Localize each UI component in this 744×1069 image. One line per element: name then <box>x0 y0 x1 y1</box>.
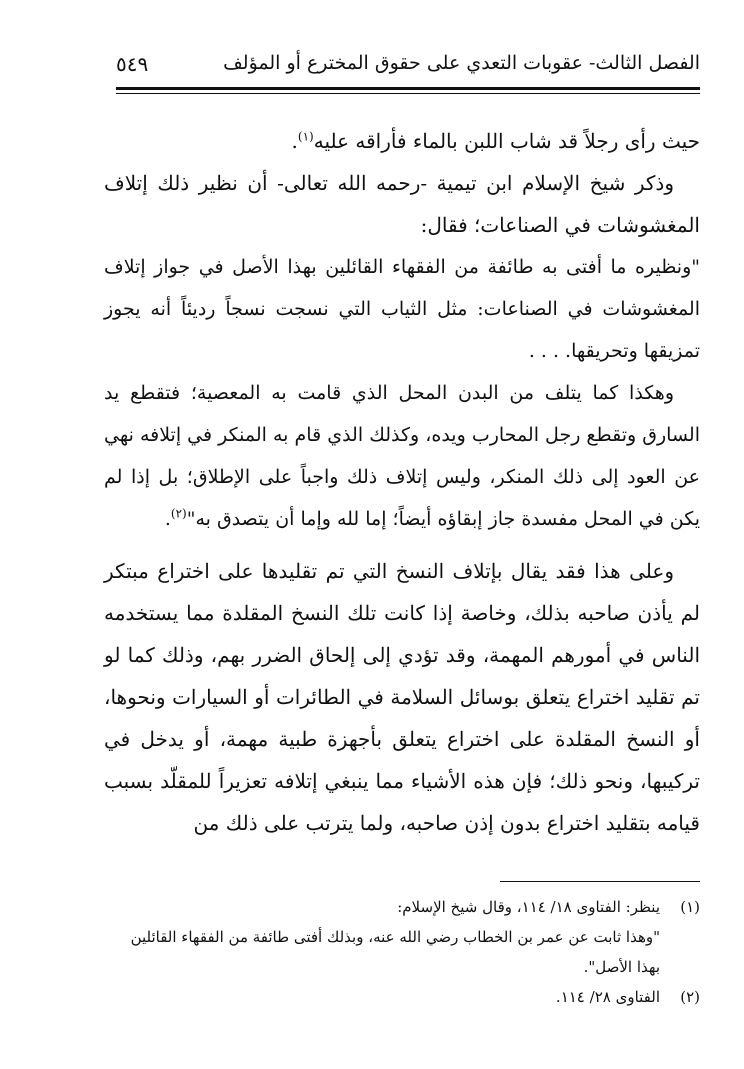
quote-paragraph: "ونظيره ما أفتى به طائفة من الفقهاء القائلين بهذا الأصل في جواز إتلاف المغشوشات في الصناعات: مثل الثياب التي نسجت نسجاً رديئاً أنه يجوز تمزيقها وتحريقها. . . . <box>104 256 700 362</box>
paragraph-4-end: . <box>164 508 171 530</box>
running-header <box>116 50 700 84</box>
paragraph-4-text: وهكذا كما يتلف من البدن المحل الذي قامت به المعصية؛ فتقطع يد السارق وتقطع رجل المحارب ويده، وكذلك الذي قام به المنكر في إتلافه نهي عن العود إلى ذلك المنكر، وليس إتلاف ذلك واجباً على الإطلاق؛ بل إذا لم يكن في المحل مفسدة جاز إبقاؤه أيضاً؛ إما لله وإما أن يتصدق به" <box>104 382 700 530</box>
footnote-1-quote: "وهذا ثابت عن عمر بن الخطاب رضي الله عنه، وبذلك أفتى طائفة من الفقهاء القائلين بهذا الأصل". <box>130 928 660 976</box>
paragraph-2: وذكر شيخ الإسلام ابن تيمية -رحمه الله تعالى- أن نظير ذلك إتلاف المغشوشات في الصناعات؛ فقال: <box>104 171 700 237</box>
footnote-1 <box>104 892 700 982</box>
footnote-rule <box>500 881 700 882</box>
header-rule <box>116 87 700 90</box>
footnote-ref-2[interactable]: (٢) <box>170 506 187 521</box>
footnote-1-number: (١) <box>680 898 700 916</box>
paragraph-5: وعلى هذا فقد يقال بإتلاف النسخ التي تم تقليدها على اختراع مبتكر لم يأذن صاحبه بذلك، وخاصة إذا كانت تلك النسخ المقلدة مما يستخدمه الناس في أمورهم المهمة، وقد تؤدي إلى إلحاق الضرر بهم، وذلك كما لو تم تقليد اختراع يتعلق بوسائل السلامة في الطائرات أو السيارات ونحوها، أو النسخ المقلدة على اختراع يتعلق بأجهزة طبية مهمة، أو يدخل في تركيبها، ونحو ذلك؛ فإن هذه الأشياء مما ينبغي إتلافه تعزيراً للمقلّد بسبب قيامه بتقليد اختراع بدون إذن صاحبه، ولما يترتب على ذلك من <box>104 559 700 835</box>
footnote-2-text: الفتاوى ٢٨/ ١١٤. <box>555 988 660 1006</box>
body-text <box>104 120 700 844</box>
footnotes <box>104 892 700 1012</box>
paragraph-1-text: حيث رأى رجلاً قد شاب اللبن بالماء فأراقه عليه <box>313 129 700 153</box>
footnote-2 <box>104 982 700 1012</box>
header-rule-thin <box>116 93 700 94</box>
footnote-ref-1[interactable]: (١) <box>297 129 314 144</box>
paragraph-4 <box>104 372 700 540</box>
page-number: ٥٤٩ <box>116 52 149 76</box>
footnote-2-number: (٢) <box>680 988 700 1006</box>
chapter-title: الفصل الثالث- عقوبات التعدي على حقوق المخترع أو المؤلف <box>223 52 700 74</box>
footnote-1-text: ينظر: الفتاوى ١٨/ ١١٤، وقال شيخ الإسلام: <box>397 898 660 916</box>
paragraph-1: حيث رأى رجلاً قد شاب اللبن بالماء فأراقه عليه$^{(١)}$. <box>291 129 700 153</box>
